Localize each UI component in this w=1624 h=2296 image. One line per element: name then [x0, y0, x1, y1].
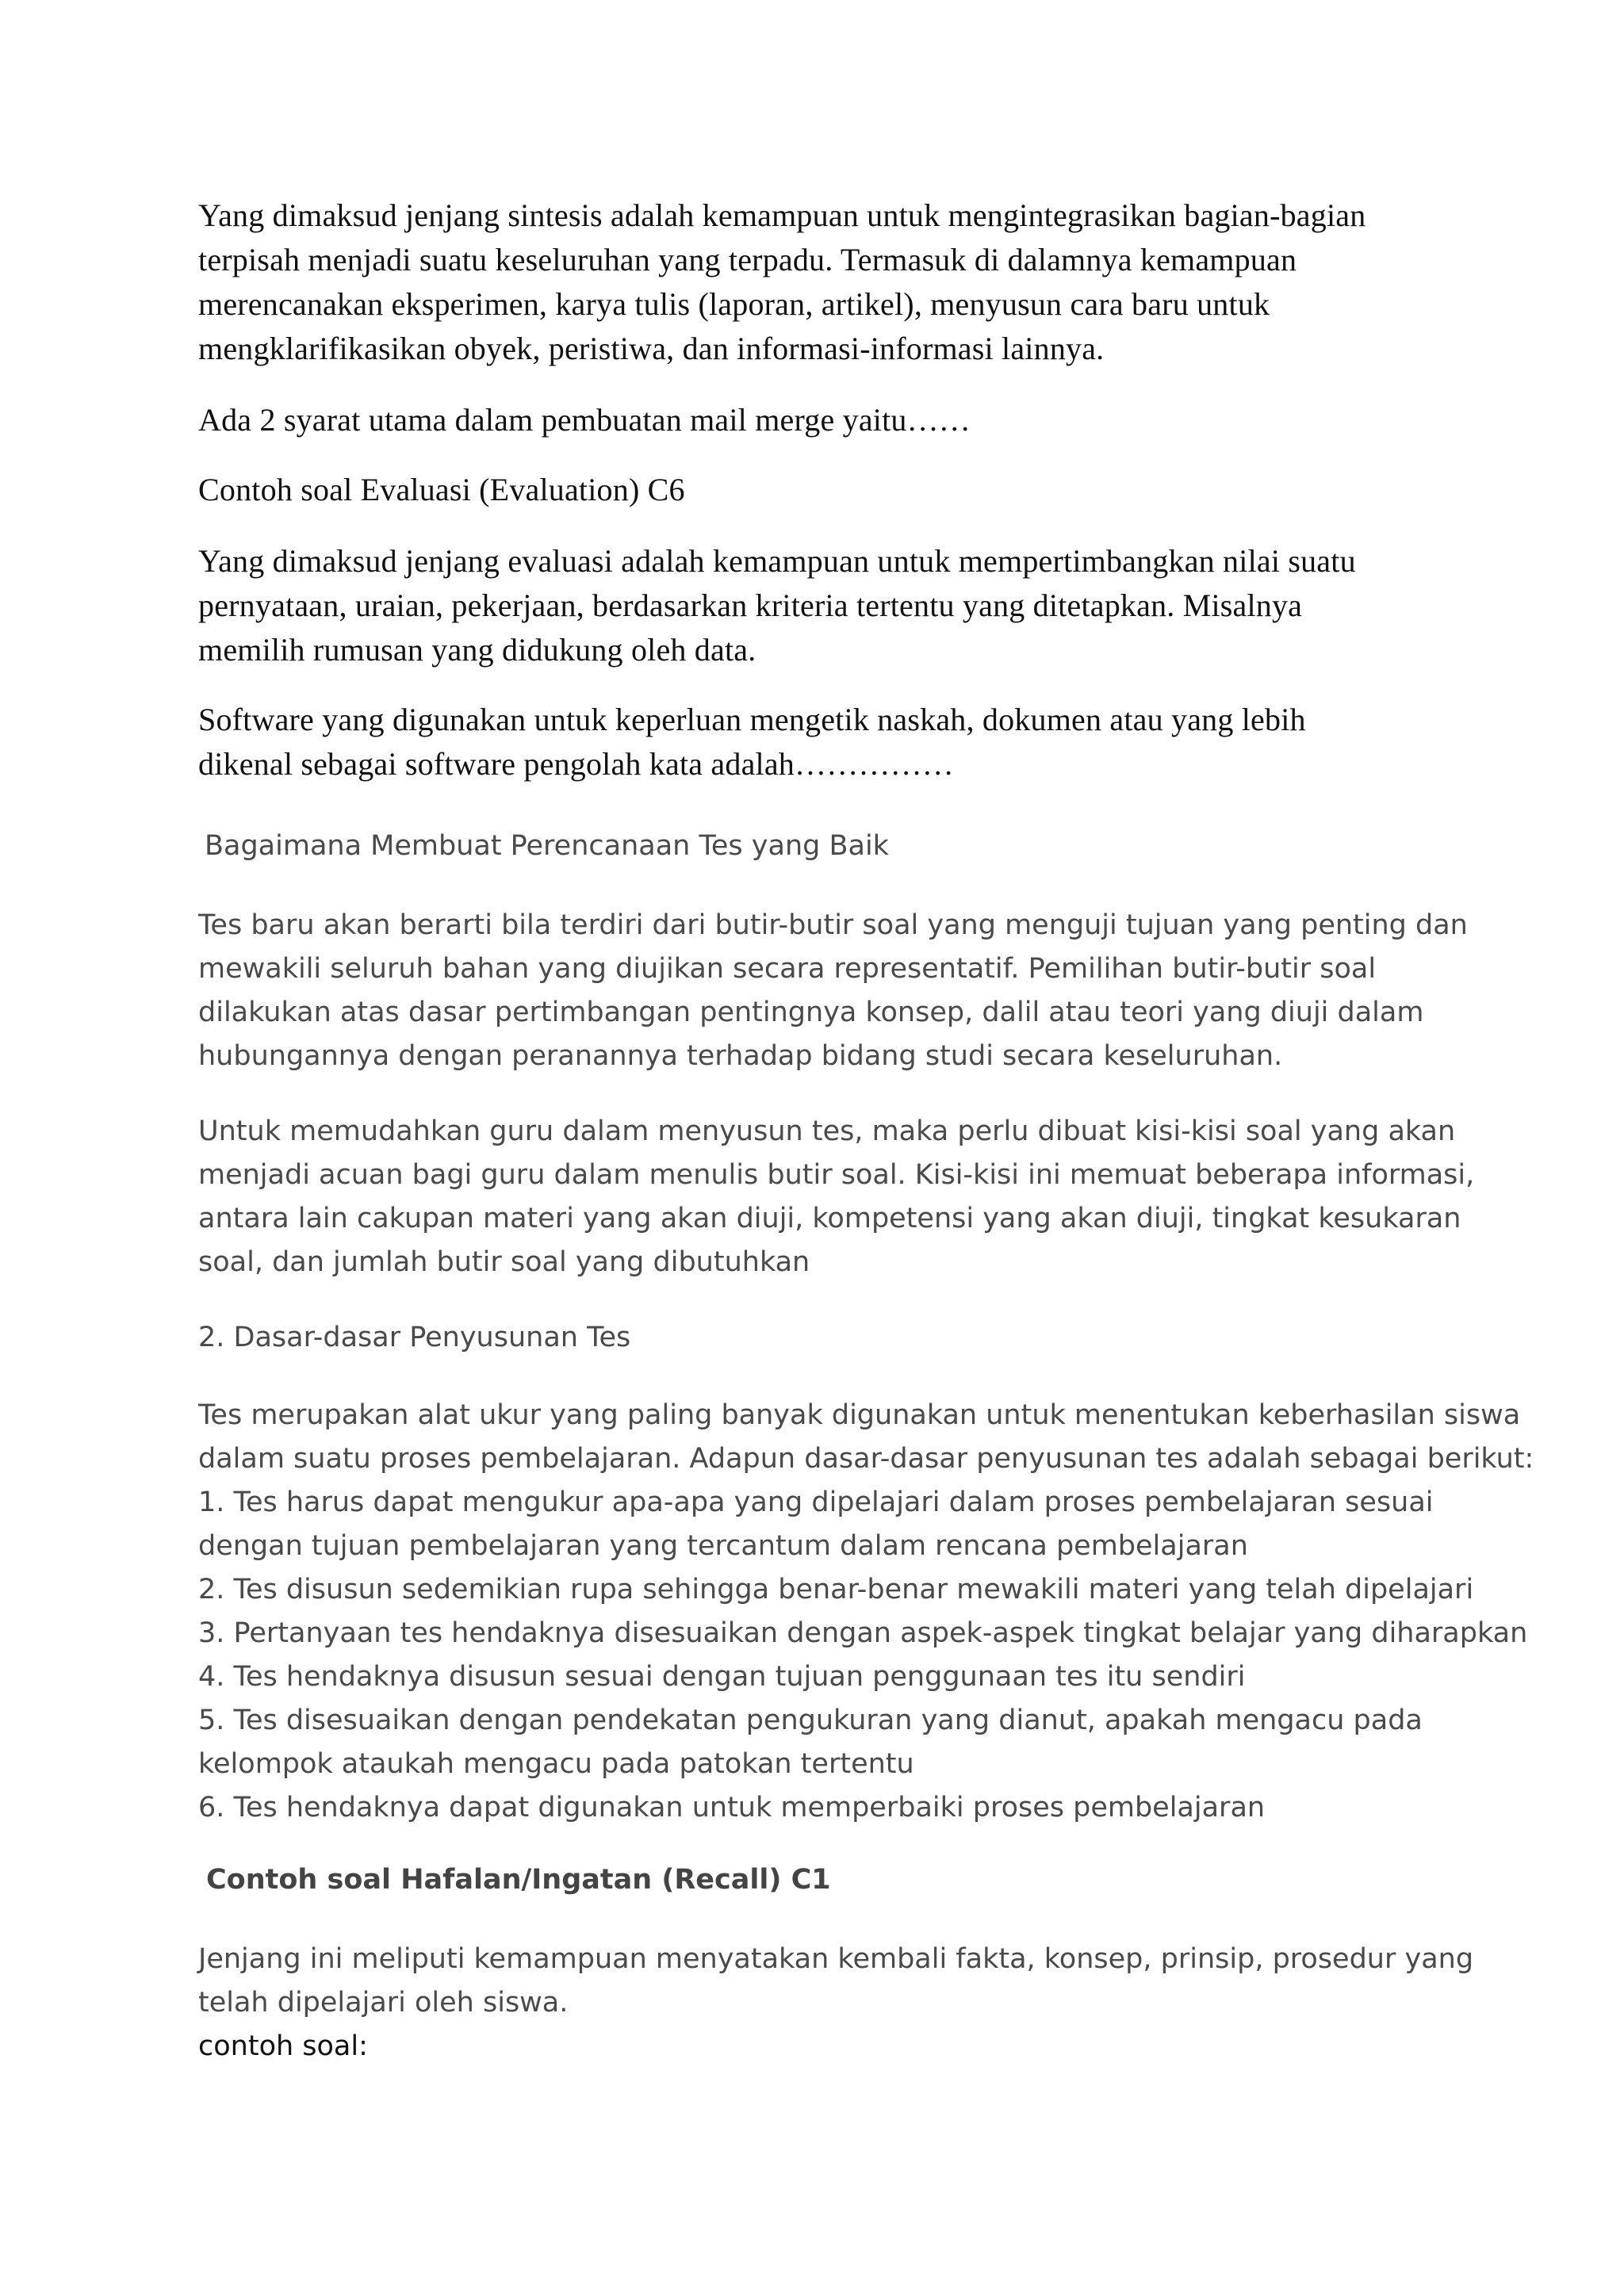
text-line: antara lain cakupan materi yang akan diuji, kompetensi yang akan diuji, tingkat kesukaran [198, 1203, 1461, 1234]
list-item: 6. Tes hendaknya dapat digunakan untuk memperbaiki proses pembelajaran [198, 1792, 1266, 1823]
text-line: dalam suatu proses pembelajaran. Adapun dasar-dasar penyusunan tes adalah sebagai berikut: [198, 1443, 1534, 1475]
text-line: dengan tujuan pembelajaran yang tercantum dalam rencana pembelajaran [198, 1530, 1248, 1562]
text-line: Yang dimaksud jenjang evaluasi adalah kemampuan untuk mempertimbangkan nilai suatu [198, 543, 1356, 579]
heading-perencanaan-tes [205, 825, 1450, 868]
text-line: soal, dan jumlah butir soal yang dibutuhkan [198, 1246, 810, 1278]
list-item: 2. Tes disusun sedemikian rupa sehingga benar-benar mewakili materi yang telah dipelajari [198, 1574, 1474, 1605]
text-line: Software yang digunakan untuk keperluan mengetik naskah, dokumen atau yang lebih [198, 702, 1306, 737]
text-line: Tes merupakan alat ukur yang paling banyak digunakan untuk menentukan keberhasilan siswa [198, 1399, 1521, 1431]
text-line: mewakili seluruh bahan yang diujikan secara representatif. Pemilihan butir-butir soal [198, 953, 1377, 985]
text-line: telah dipelajari oleh siswa. [198, 1987, 569, 2019]
paragraph-jenjang-recall [198, 1938, 1474, 2068]
text-line: dikenal sebagai software pengolah kata adalah…………… [198, 746, 955, 782]
text-line: 2. Dasar-dasar Penyusunan Tes [198, 1322, 631, 1353]
text-line: pernyataan, uraian, pekerjaan, berdasarkan kriteria tertentu yang ditetapkan. Misalnya [198, 587, 1303, 623]
text-line: terpisah menjadi suatu keseluruhan yang terpadu. Termasuk di dalamnya kemampuan [198, 242, 1297, 277]
heading-evaluasi-c6 [198, 468, 1419, 512]
text-line: dilakukan atas dasar pertimbangan pentingnya konsep, dalil atau teori yang diuji dalam [198, 997, 1424, 1028]
text-line: Untuk memudahkan guru dalam menyusun tes, maka perlu dibuat kisi-kisi soal yang akan [198, 1115, 1456, 1147]
list-item: 1. Tes harus dapat mengukur apa-apa yang dipelajari dalam proses pembelajaran sesuai [198, 1487, 1434, 1518]
paragraph-kisi-kisi [198, 1110, 1475, 1284]
list-item: 4. Tes hendaknya disusun sesuai dengan tujuan penggunaan tes itu sendiri [198, 1661, 1246, 1693]
text-line: memilih rumusan yang didukung oleh data. [198, 632, 756, 668]
text-line: Yang dimaksud jenjang sintesis adalah kemampuan untuk mengintegrasikan bagian-bagian [198, 197, 1366, 233]
text-line: Bagaimana Membuat Perencanaan Tes yang Baik [205, 830, 889, 862]
heading-dasar-penyusunan [198, 1316, 1443, 1360]
text-line: Contoh soal Hafalan/Ingatan (Recall) C1 [206, 1864, 831, 1896]
text-line: Contoh soal Evaluasi (Evaluation) C6 [198, 472, 685, 507]
paragraph-evaluasi [198, 539, 1419, 672]
text-line: contoh soal: [198, 2030, 368, 2062]
heading-hafalan-c1 [206, 1858, 1451, 1902]
text-line: Tes baru akan berarti bila terdiri dari butir-butir soal yang menguji tujuan yang penting dan [198, 909, 1468, 941]
text-line: kelompok ataukah mengacu pada patokan tertentu [198, 1748, 914, 1780]
text-line: merencanakan eksperimen, karya tulis (laporan, artikel), menyusun cara baru untuk [198, 286, 1270, 322]
paragraph-tes-baru [198, 904, 1468, 1078]
text-line: hubungannya dengan peranannya terhadap bidang studi secara keseluruhan. [198, 1040, 1283, 1072]
paragraph-sintesis [198, 193, 1419, 371]
text-line: Jenjang ini meliputi kemampuan menyatakan kembali fakta, konsep, prinsip, prosedur yang [198, 1943, 1474, 1975]
list-item: 5. Tes disesuaikan dengan pendekatan pengukuran yang dianut, apakah mengacu pada [198, 1705, 1423, 1736]
list-item: 3. Pertanyaan tes hendaknya disesuaikan dengan aspek-aspek tingkat belajar yang diharapkan [198, 1617, 1528, 1649]
text-line: mengklarifikasikan obyek, peristiwa, dan informasi-informasi lainnya. [198, 331, 1105, 366]
text-line: Ada 2 syarat utama dalam pembuatan mail merge yaitu…… [198, 402, 971, 438]
paragraph-dasar-list [198, 1394, 1534, 1830]
paragraph-mail-merge [198, 398, 1419, 442]
text-line: menjadi acuan bagi guru dalam menulis butir soal. Kisi-kisi ini memuat beberapa informasi, [198, 1159, 1475, 1191]
paragraph-software [198, 698, 1419, 786]
